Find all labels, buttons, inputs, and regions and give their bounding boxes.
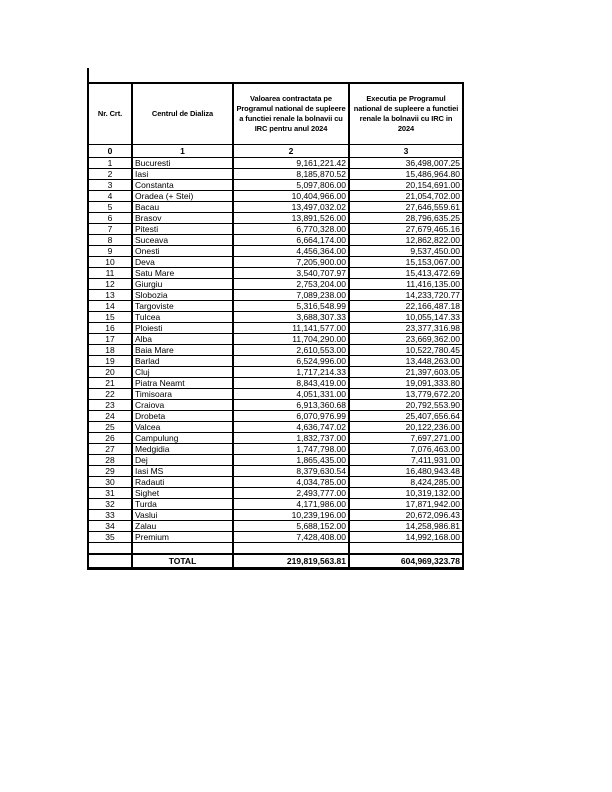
cell-nr-crt: 15 <box>88 312 132 323</box>
header-cell-nr-crt: Nr. Crt. <box>88 83 132 145</box>
cell-executie: 9,537,450.00 <box>349 246 463 257</box>
cell-nr-crt: 2 <box>88 169 132 180</box>
cell-valoare-contractata: 6,913,360.68 <box>233 400 349 411</box>
cell-nr-crt: 33 <box>88 510 132 521</box>
header-cell-centru-dializa: Centrul de Dializa <box>132 83 233 145</box>
cell-nr-crt: 12 <box>88 279 132 290</box>
total-row <box>88 554 463 569</box>
cell-valoare-contractata: 6,664,174.00 <box>233 235 349 246</box>
cell-centru-dializa: Sighet <box>132 488 233 499</box>
cell-valoare-contractata: 2,493,777.00 <box>233 488 349 499</box>
table-row <box>88 477 463 488</box>
cell-executie: 25,407,656.64 <box>349 411 463 422</box>
table-row <box>88 367 463 378</box>
cell-centru-dializa: Ploiesti <box>132 323 233 334</box>
cell-executie: 21,054,702.00 <box>349 191 463 202</box>
cell-valoare-contractata: 7,428,408.00 <box>233 532 349 543</box>
table-row <box>88 180 463 191</box>
cell-valoare-contractata: 1,832,737.00 <box>233 433 349 444</box>
table-row <box>88 356 463 367</box>
cell-valoare-contractata: 3,688,307.33 <box>233 312 349 323</box>
table-row <box>88 213 463 224</box>
cell-executie: 28,796,635.25 <box>349 213 463 224</box>
cell-valoare-contractata: 4,171,986.00 <box>233 499 349 510</box>
cell-nr-crt: 26 <box>88 433 132 444</box>
table-row <box>88 345 463 356</box>
cell-nr-crt: 1 <box>88 158 132 169</box>
dializa-table <box>87 82 464 570</box>
cell-valoare-contractata: 6,770,328.00 <box>233 224 349 235</box>
cell-valoare-contractata: 8,185,870.52 <box>233 169 349 180</box>
empty-cell <box>88 543 132 555</box>
cell-nr-crt: 17 <box>88 334 132 345</box>
cell-valoare-contractata: 6,524,996.00 <box>233 356 349 367</box>
cell-executie: 11,416,135.00 <box>349 279 463 290</box>
cell-nr-crt: 8 <box>88 235 132 246</box>
cell-nr-crt: 14 <box>88 301 132 312</box>
cell-valoare-contractata: 8,379,630.54 <box>233 466 349 477</box>
cell-nr-crt: 20 <box>88 367 132 378</box>
cell-executie: 23,377,316.98 <box>349 323 463 334</box>
table-row <box>88 202 463 213</box>
cell-centru-dializa: Deva <box>132 257 233 268</box>
cell-valoare-contractata: 5,097,806.00 <box>233 180 349 191</box>
cell-nr-crt: 16 <box>88 323 132 334</box>
cell-executie: 7,076,463.00 <box>349 444 463 455</box>
cell-centru-dializa: Baia Mare <box>132 345 233 356</box>
cell-nr-crt: 22 <box>88 389 132 400</box>
cell-executie: 13,448,263.00 <box>349 356 463 367</box>
cell-centru-dializa: Alba <box>132 334 233 345</box>
cell-nr-crt: 24 <box>88 411 132 422</box>
cell-centru-dializa: Satu Mare <box>132 268 233 279</box>
cell-nr-crt: 21 <box>88 378 132 389</box>
cell-nr-crt: 3 <box>88 180 132 191</box>
cell-nr-crt: 29 <box>88 466 132 477</box>
cell-executie: 13,779,672.20 <box>349 389 463 400</box>
table-row <box>88 158 463 169</box>
index-cell-0: 0 <box>88 145 132 158</box>
cell-centru-dializa: Drobeta <box>132 411 233 422</box>
cell-executie: 20,154,691.00 <box>349 180 463 191</box>
table-row <box>88 466 463 477</box>
cell-centru-dializa: Targoviste <box>132 301 233 312</box>
cell-centru-dializa: Vaslui <box>132 510 233 521</box>
cell-executie: 27,679,465.16 <box>349 224 463 235</box>
table-row <box>88 400 463 411</box>
cell-centru-dializa: Turda <box>132 499 233 510</box>
cell-valoare-contractata: 13,891,526.00 <box>233 213 349 224</box>
cell-executie: 12,862,822.00 <box>349 235 463 246</box>
table-row <box>88 521 463 532</box>
cell-centru-dializa: Tulcea <box>132 312 233 323</box>
cell-executie: 20,122,236.00 <box>349 422 463 433</box>
cell-centru-dializa: Constanta <box>132 180 233 191</box>
cell-nr-crt: 27 <box>88 444 132 455</box>
empty-cell <box>349 543 463 555</box>
cell-centru-dializa: Timisoara <box>132 389 233 400</box>
total-executie-cell: 604,969,323.78 <box>349 554 463 569</box>
table-row <box>88 312 463 323</box>
cell-executie: 15,153,067.00 <box>349 257 463 268</box>
column-index-row <box>88 145 463 158</box>
table-row <box>88 455 463 466</box>
cell-centru-dializa: Onesti <box>132 246 233 257</box>
cell-centru-dializa: Piatra Neamt <box>132 378 233 389</box>
header-cell-executie: Executia pe Programul national de supleere a functiei renale la bolnavii cu IRC in 2024 <box>349 83 463 145</box>
cell-centru-dializa: Cluj <box>132 367 233 378</box>
cell-executie: 14,258,986.81 <box>349 521 463 532</box>
cell-valoare-contractata: 11,141,577.00 <box>233 323 349 334</box>
total-label-cell: TOTAL <box>132 554 233 569</box>
cell-valoare-contractata: 1,865,435.00 <box>233 455 349 466</box>
cell-executie: 7,697,271.00 <box>349 433 463 444</box>
cell-executie: 10,522,780.45 <box>349 345 463 356</box>
table-row <box>88 422 463 433</box>
cell-valoare-contractata: 13,497,032.02 <box>233 202 349 213</box>
cell-valoare-contractata: 11,704,290.00 <box>233 334 349 345</box>
cell-centru-dializa: Radauti <box>132 477 233 488</box>
cell-executie: 27,646,559.61 <box>349 202 463 213</box>
total-empty-cell <box>88 554 132 569</box>
cell-executie: 20,672,096.43 <box>349 510 463 521</box>
cell-valoare-contractata: 7,089,238.00 <box>233 290 349 301</box>
cell-centru-dializa: Brasov <box>132 213 233 224</box>
blank-row <box>88 543 463 555</box>
cell-nr-crt: 6 <box>88 213 132 224</box>
header-cell-valoare-contractata: Valoarea contractata pe Programul national de supleere a functiei renale la bolnavii cu IRC pentru anul 2024 <box>233 83 349 145</box>
cell-nr-crt: 31 <box>88 488 132 499</box>
cell-valoare-contractata: 3,540,707.97 <box>233 268 349 279</box>
cell-valoare-contractata: 7,205,900.00 <box>233 257 349 268</box>
table-row <box>88 411 463 422</box>
cell-centru-dializa: Dej <box>132 455 233 466</box>
cell-valoare-contractata: 4,034,785.00 <box>233 477 349 488</box>
cell-valoare-contractata: 8,843,419.00 <box>233 378 349 389</box>
cell-nr-crt: 5 <box>88 202 132 213</box>
cell-executie: 14,233,720.77 <box>349 290 463 301</box>
table-row <box>88 433 463 444</box>
cell-nr-crt: 9 <box>88 246 132 257</box>
cell-centru-dializa: Bucuresti <box>132 158 233 169</box>
cell-executie: 17,871,942.00 <box>349 499 463 510</box>
table-row <box>88 268 463 279</box>
table-row <box>88 235 463 246</box>
table-row <box>88 334 463 345</box>
table-row <box>88 191 463 202</box>
cell-centru-dializa: Campulung <box>132 433 233 444</box>
cell-executie: 22,166,487.18 <box>349 301 463 312</box>
cell-centru-dializa: Iasi <box>132 169 233 180</box>
cell-centru-dializa: Valcea <box>132 422 233 433</box>
cell-valoare-contractata: 10,404,966.00 <box>233 191 349 202</box>
table-row <box>88 290 463 301</box>
cell-valoare-contractata: 5,316,548.99 <box>233 301 349 312</box>
table-border-tick <box>87 68 89 83</box>
cell-nr-crt: 32 <box>88 499 132 510</box>
empty-cell <box>132 543 233 555</box>
cell-nr-crt: 7 <box>88 224 132 235</box>
table-body <box>88 158 463 543</box>
cell-valoare-contractata: 2,610,553.00 <box>233 345 349 356</box>
cell-valoare-contractata: 1,747,798.00 <box>233 444 349 455</box>
cell-executie: 21,397,603.05 <box>349 367 463 378</box>
table-row <box>88 488 463 499</box>
cell-centru-dializa: Iasi MS <box>132 466 233 477</box>
table-row <box>88 389 463 400</box>
cell-nr-crt: 11 <box>88 268 132 279</box>
empty-cell <box>233 543 349 555</box>
cell-centru-dializa: Craiova <box>132 400 233 411</box>
cell-valoare-contractata: 4,636,747.02 <box>233 422 349 433</box>
cell-executie: 23,669,362.00 <box>349 334 463 345</box>
cell-nr-crt: 25 <box>88 422 132 433</box>
cell-nr-crt: 13 <box>88 290 132 301</box>
table-row <box>88 301 463 312</box>
cell-executie: 8,424,285.00 <box>349 477 463 488</box>
cell-centru-dializa: Bacau <box>132 202 233 213</box>
index-cell-3: 3 <box>349 145 463 158</box>
cell-nr-crt: 18 <box>88 345 132 356</box>
table-row <box>88 246 463 257</box>
cell-valoare-contractata: 5,688,152.00 <box>233 521 349 532</box>
cell-executie: 15,413,472.69 <box>349 268 463 279</box>
cell-centru-dializa: Barlad <box>132 356 233 367</box>
table-row <box>88 510 463 521</box>
cell-valoare-contractata: 4,456,364.00 <box>233 246 349 257</box>
table-footer <box>88 543 463 569</box>
cell-valoare-contractata: 10,239,196.00 <box>233 510 349 521</box>
cell-nr-crt: 28 <box>88 455 132 466</box>
cell-nr-crt: 4 <box>88 191 132 202</box>
cell-valoare-contractata: 6,070,976.99 <box>233 411 349 422</box>
header-row <box>88 83 463 145</box>
table-row <box>88 279 463 290</box>
table-row <box>88 378 463 389</box>
table-row <box>88 532 463 543</box>
cell-centru-dializa: Giurgiu <box>132 279 233 290</box>
cell-valoare-contractata: 4,051,331.00 <box>233 389 349 400</box>
cell-centru-dializa: Medgidia <box>132 444 233 455</box>
cell-nr-crt: 23 <box>88 400 132 411</box>
cell-nr-crt: 30 <box>88 477 132 488</box>
cell-nr-crt: 35 <box>88 532 132 543</box>
table-header <box>88 83 463 158</box>
cell-centru-dializa: Suceava <box>132 235 233 246</box>
table-row <box>88 224 463 235</box>
table-row <box>88 323 463 334</box>
cell-executie: 10,055,147.33 <box>349 312 463 323</box>
cell-centru-dializa: Premium <box>132 532 233 543</box>
cell-valoare-contractata: 1,717,214.33 <box>233 367 349 378</box>
cell-valoare-contractata: 9,161,221.42 <box>233 158 349 169</box>
cell-nr-crt: 10 <box>88 257 132 268</box>
index-cell-1: 1 <box>132 145 233 158</box>
table-row <box>88 257 463 268</box>
index-cell-2: 2 <box>233 145 349 158</box>
table-row <box>88 169 463 180</box>
cell-executie: 20,792,553.90 <box>349 400 463 411</box>
table-row <box>88 499 463 510</box>
cell-executie: 16,480,943.48 <box>349 466 463 477</box>
cell-valoare-contractata: 2,753,204.00 <box>233 279 349 290</box>
cell-nr-crt: 34 <box>88 521 132 532</box>
cell-executie: 19,091,333.80 <box>349 378 463 389</box>
cell-executie: 15,486,964.80 <box>349 169 463 180</box>
cell-executie: 7,411,931.00 <box>349 455 463 466</box>
cell-centru-dializa: Oradea (+ Stei) <box>132 191 233 202</box>
cell-centru-dializa: Slobozia <box>132 290 233 301</box>
cell-executie: 36,498,007.25 <box>349 158 463 169</box>
table-row <box>88 444 463 455</box>
cell-executie: 14,992,168.00 <box>349 532 463 543</box>
cell-executie: 10,319,132.00 <box>349 488 463 499</box>
cell-centru-dializa: Pitesti <box>132 224 233 235</box>
cell-centru-dializa: Zalau <box>132 521 233 532</box>
cell-nr-crt: 19 <box>88 356 132 367</box>
total-valoare-cell: 219,819,563.81 <box>233 554 349 569</box>
